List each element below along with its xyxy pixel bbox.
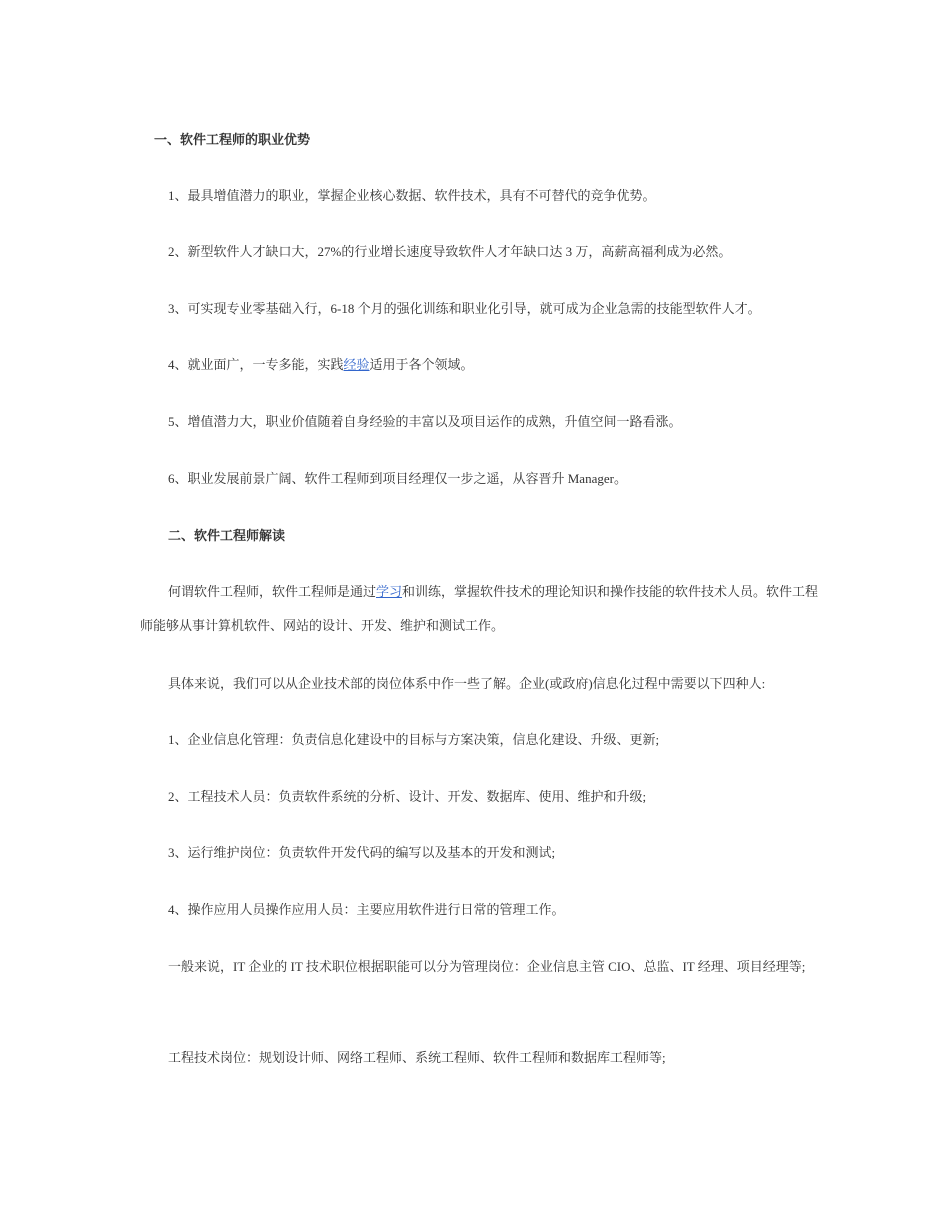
advantage-item-3: 3、可实现专业零基础入行，6-18 个月的强化训练和职业化引导，就可成为企业急需的技能型软件人才。 — [168, 301, 761, 316]
intro-text: 何谓软件工程师，软件工程师是通过 — [168, 584, 377, 599]
role-item-3: 3、运行维护岗位：负责软件开发代码的编写以及基本的开发和测试; — [168, 845, 556, 860]
study-link[interactable]: 学习 — [376, 584, 403, 599]
advantage-item-5: 5、增值潜力大，职业价值随着自身经验的丰富以及项目运作的成熟，升值空间一路看涨。 — [168, 414, 682, 429]
role-item-1: 1、企业信息化管理：负责信息化建设中的目标与方案决策，信息化建设、升级、更新; — [168, 732, 660, 747]
advantage-item-6: 6、职业发展前景广阔、软件工程师到项目经理仅一步之遥，从容晋升 Manager。 — [168, 471, 627, 486]
role-item-4: 4、操作应用人员操作应用人员：主要应用软件进行日常的管理工作。 — [168, 902, 565, 917]
advantage-item-1: 1、最具增值潜力的职业，掌握企业核心数据、软件技术，具有不可替代的竞争优势。 — [168, 188, 656, 203]
intro-paragraph — [140, 575, 820, 643]
management-positions-paragraph: 一般来说，IT 企业的 IT 技术职位根据职能可以分为管理岗位：企业信息主管 CIO、总监、IT 经理、项目经理等; — [168, 959, 806, 974]
section-1-title: 一、软件工程师的职业优势 — [154, 132, 311, 147]
role-system-paragraph: 具体来说，我们可以从企业技术部的岗位体系中作一些了解。企业(或政府)信息化过程中需要以下四种人: — [168, 676, 766, 691]
engineering-positions-paragraph: 工程技术岗位：规划设计师、网络工程师、系统工程师、软件工程师和数据库工程师等; — [168, 1050, 666, 1065]
intro-tail: 和训练，掌握软件技术的理论知识和操作技能的软件技术人员。软件工程师能够从事计算机软件、网站的设计、开发、维护和测试工作。 — [140, 584, 819, 633]
advantage-item-4-text: 4、就业面广，一专多能，实践 — [168, 357, 344, 372]
advantage-item-4 — [168, 355, 474, 375]
advantage-item-2: 2、新型软件人才缺口大，27%的行业增长速度导致软件人才年缺口达 3 万，高薪高福利成为必然。 — [168, 244, 732, 259]
role-item-2: 2、工程技术人员：负责软件系统的分析、设计、开发、数据库、使用、维护和升级; — [168, 789, 647, 804]
experience-link[interactable]: 经验 — [343, 357, 370, 372]
advantage-item-4-tail: 适用于各个领域。 — [369, 357, 474, 372]
section-2-title: 二、软件工程师解读 — [168, 528, 286, 543]
